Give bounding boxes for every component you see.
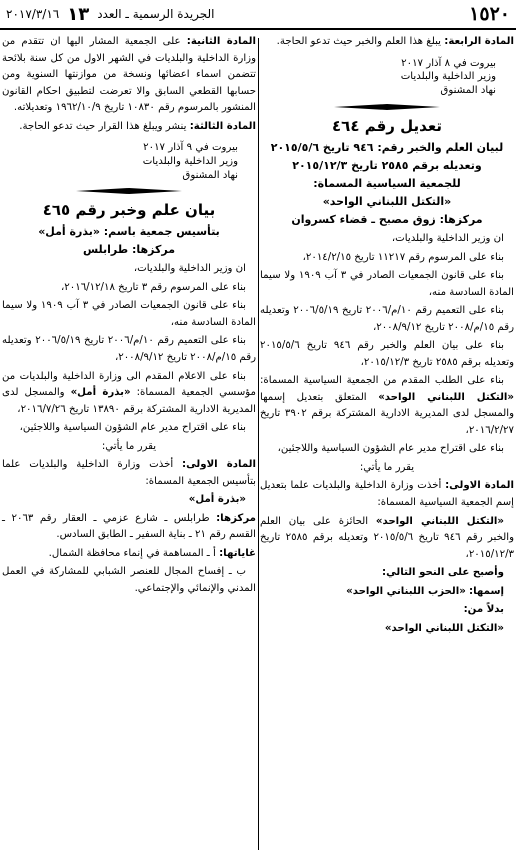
goal-b: ب ـ إفساح المجال للعنصر الشبابي للمشاركة في العمل المدني والإنمائي والإجتماعي.	[2, 566, 256, 594]
article-1-text: أخذت وزارة الداخلية والبلديات علما بتأسيس الجمعية المسماة:	[2, 459, 256, 487]
page-header	[0, 0, 516, 30]
notice-465-assoc: بتأسيس جمعية باسم: «بذرة أمل»	[38, 225, 220, 239]
new-name-label: إسمها:	[469, 585, 504, 597]
intro-line: ان وزير الداخلية والبلديات،	[391, 233, 504, 245]
article-1	[260, 478, 514, 511]
new-name-line	[260, 584, 514, 601]
preamble-5-name: «التكتل اللبناني الواحد»	[378, 391, 514, 403]
new-name-value: «الحزب اللبناني الواحد»	[346, 585, 466, 597]
article-4	[260, 34, 514, 51]
article-2-text: على الجمعية المشار اليها ان تتقدم من وزارة الداخلية والبلديات في الشهر الاول من كل سنة بلائحة تتضمن اسماء اعضائها ونسخة من موازنتها السنوية ومن حسابها القطعي السابق والا تعرضت لتطبيق احكام القانون المنشور بالمرسوم رقم ١٠٨٣٠ تاريخ ١٩٦٢/١٠/٩ وتعديلاته.	[2, 36, 256, 114]
notice-464-number: تعديل رقم ٤٦٤	[332, 116, 442, 135]
preamble-5-c: المتعلق بتعديل إسمها والمسجل لدى المديرية الادارية المشتركة برقم ٣٩٠٢ تاريخ ٢٠١٦/٢/٢٧،	[260, 391, 514, 436]
preamble-2: بناء على قانون الجمعيات الصادر في ٣ آب ١٩٠٩ ولا سيما المادة السادسة منه،	[2, 300, 256, 328]
article-1-detail-text: الحائزة على بيان العلم والخبر رقم ٩٤٦ تاريخ ٢٠١٥/٥/٦ وتعديله برقم ٢٥٨٥ تاريخ ٢٠١٥/١٢/٣،	[260, 515, 515, 560]
preamble-5-a: بناء على الطلب المقدم من الجمعية السياسية المسماة:	[260, 375, 504, 387]
notice-464-hq: مركزها: زوق مصبح ـ قضاء كسروان	[291, 213, 483, 227]
issue-number: ١٣	[67, 3, 90, 25]
signature-role: وزير الداخلية والبلديات	[400, 71, 496, 83]
goals-line	[2, 546, 256, 563]
article-3-label: المادة الثالثة:	[189, 120, 256, 132]
preamble-3: بناء على التعميم رقم ١٠/م/٢٠٠٦ تاريخ ٢٠٠٦/٥/١٩ وتعديله رقم ١٥/م/٢٠٠٨ تاريخ ٢٠٠٨/٩/١٢،	[260, 305, 514, 333]
preamble-3: بناء على التعميم رقم ١٠/م/٢٠٠٦ تاريخ ٢٠٠٦/٥/١٩ وتعديله رقم ١٥/م/٢٠٠٨ تاريخ ٢٠٠٨/٩/١٢،	[2, 335, 256, 363]
article-3	[2, 119, 256, 136]
notice-465-number: بيان علم وخبر رقم ٤٦٥	[42, 201, 216, 220]
article-1-label: المادة الاولى:	[182, 459, 256, 471]
preamble-5	[260, 373, 514, 439]
article-4-label: المادة الرابعة:	[444, 36, 514, 47]
section-separator	[260, 104, 514, 110]
notice-464-type: للجمعية السياسية المسماة:	[313, 176, 461, 190]
article-2-label: المادة الثانية:	[186, 36, 256, 47]
preamble-4: بناء على بيان العلم والخبر رقم ٩٤٦ تاريخ ٢٠١٥/٥/٦ وتعديله برقم ٢٥٨٥ تاريخ ٢٠١٥/١٢/٣،	[260, 340, 514, 368]
article-1-label: المادة الاولى:	[445, 480, 514, 492]
notice-464-assoc: «التكتل اللبناني الواحد»	[322, 194, 452, 208]
signature-block-2	[2, 141, 238, 182]
preamble-5: بناء على اقتراح مدير عام الشؤون السياسية واللاجئين،	[19, 422, 246, 434]
assoc-name: «بذرة أمل»	[188, 494, 246, 506]
article-1	[2, 457, 256, 490]
column-divider	[258, 38, 259, 850]
instead-line: بدلاً من:	[463, 604, 504, 616]
previous-name: «التكتل اللبناني الواحد»	[384, 622, 504, 634]
article-3-text: ينشر ويبلغ هذا القرار حيث تدعو الحاجة.	[19, 120, 187, 132]
preamble-4-c: والمسجل لدى المديرية الادارية المشتركة برقم ١٣٨٩٠ تاريخ ٢٠١٦/٧/٢٦،	[2, 387, 256, 415]
preamble-4-a: بناء على الاعلام المقدم الى وزارة الداخلية والبلديات من مؤسسي الجمعية المسماة:	[2, 370, 256, 399]
right-column	[260, 34, 514, 639]
signature-name: نهاد المشنوق	[440, 85, 496, 97]
goals-label: غاياتها:	[219, 547, 256, 559]
issue-date: ٢٠١٧/٣/١٦	[6, 7, 60, 21]
separator-ornament	[334, 104, 440, 110]
separator-ornament	[76, 188, 182, 194]
signature-place-date: بيروت في ٨ آذار ٢٠١٧	[401, 57, 496, 69]
signature-role: وزير الداخلية والبلديات	[142, 155, 238, 167]
decides-line: يقرر ما يأتي:	[359, 461, 415, 473]
signature-block-1	[260, 57, 496, 98]
preamble-4	[2, 369, 256, 419]
notice-464-title	[260, 114, 514, 229]
old-assoc-name: «التكتل اللبناني الواحد»	[375, 515, 504, 527]
signature-place-date: بيروت في ٩ آذار ٢٠١٧	[143, 142, 238, 154]
preamble-1: بناء على المرسوم رقم ٣ تاريخ ٢٠١٦/١٢/١٨،	[61, 281, 246, 293]
decides-line: يقرر ما يأتي:	[101, 440, 157, 452]
article-1-text: أخذت وزارة الداخلية والبلديات علما بتعديل إسم الجمعية السياسية المسماة:	[260, 480, 514, 508]
notice-465-title	[2, 198, 256, 259]
preamble-4-name: «بذرة أمل»	[70, 387, 131, 399]
hq-text: طرابلس ـ شارع عزمي ـ العقار رقم ٢٠٦٣ ـ القسم رقم ٢١ ـ بناية السفير ـ الطابق السادس.	[2, 512, 256, 541]
goal-a: أ ـ المساهمة في إنماء محافظة الشمال.	[48, 547, 216, 559]
gazette-title: الجريدة الرسمية ـ العدد	[97, 7, 215, 21]
gazette-info	[6, 4, 215, 25]
notice-464-amend: وتعديله برقم ٢٥٨٥ تاريخ ٢٠١٥/١٢/٣	[292, 158, 482, 172]
section-separator	[2, 188, 256, 194]
article-4-text: يبلغ هذا العلم والخبر حيث تدعو الحاجة.	[276, 36, 441, 47]
intro-line: ان وزير الداخلية والبلديات،	[133, 263, 246, 275]
became-line: وأصبح على النحو التالي:	[382, 567, 504, 579]
article-1-detail	[260, 514, 514, 564]
left-column	[2, 34, 256, 599]
hq-line	[2, 511, 256, 544]
notice-465-hq: مركزها: طرابلس	[82, 243, 176, 257]
signature-name: نهاد المشنوق	[182, 169, 238, 181]
hq-label: مركزها:	[216, 512, 256, 524]
notice-464-ref: لبيان العلم والخبر رقم: ٩٤٦ تاريخ ٢٠١٥/٥/٦	[270, 140, 504, 154]
page-number: ١٥٢٠	[469, 3, 510, 25]
article-2	[2, 34, 256, 117]
preamble-1: بناء على المرسوم رقم ١١٢١٧ تاريخ ٢٠١٤/٢/١٥،	[302, 251, 504, 263]
preamble-6: بناء على اقتراح مدير عام الشؤون السياسية واللاجئين،	[277, 443, 504, 455]
preamble-2: بناء على قانون الجمعيات الصادر في ٣ آب ١٩٠٩ ولا سيما المادة السادسة منه،	[260, 270, 514, 298]
